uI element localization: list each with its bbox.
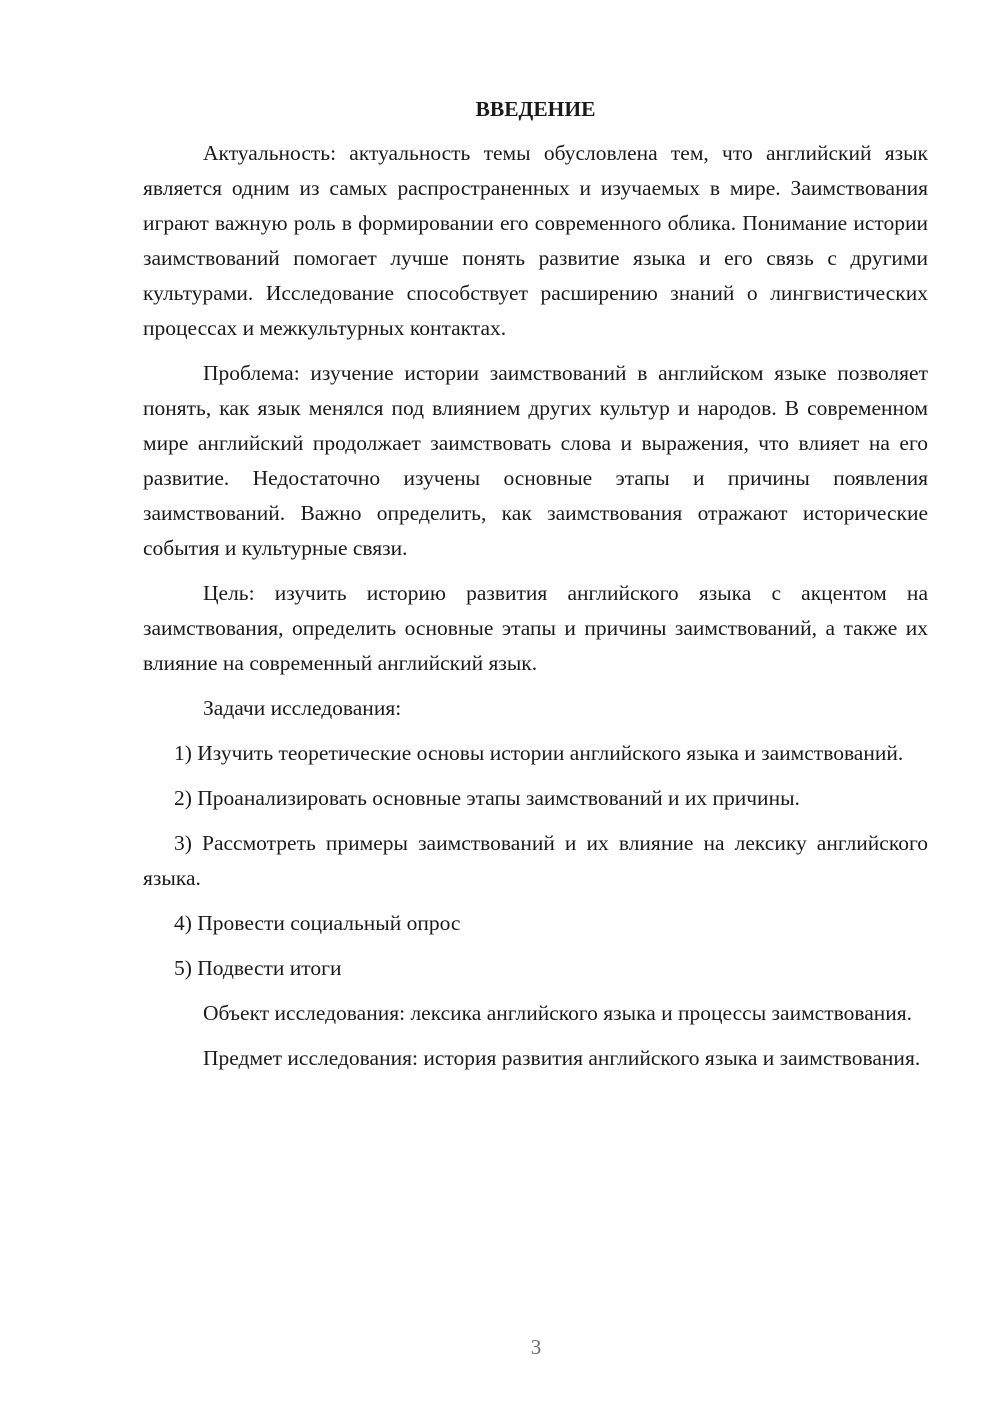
- section-title: ВВЕДЕНИЕ: [475, 97, 596, 121]
- subject-paragraph: Предмет исследования: история развития английского языка и заимствования.: [203, 1046, 921, 1070]
- task-item-3: 3) Рассмотреть примеры заимствований и их влияние на лексику английского языка.: [143, 831, 928, 890]
- tasks-heading: Задачи исследования:: [203, 696, 402, 720]
- task-item-5: 5) Подвести итоги: [174, 956, 342, 980]
- object-paragraph: Объект исследования: лексика английского языка и процессы заимствования.: [203, 1001, 913, 1025]
- relevance-paragraph: Актуальность: актуальность темы обусловлена тем, что английский язык является одним из самых распространенных и изучаемых в мире. Заимствования играют важную роль в формировании его современного облика. Понимание истории заимствований помогает лучше понять развитие языка и его связь с другими культурами. Исследование способствует расширению знаний о лингвистических процессах и межкультурных контактах.: [143, 141, 928, 340]
- problem-paragraph: Проблема: изучение истории заимствований в английском языке позволяет понять, как язык менялся под влиянием других культур и народов. В современном мире английский продолжает заимствовать слова и выражения, что влияет на его развитие. Недостаточно изучены основные этапы и причины появления заимствований. Важно определить, как заимствования отражают исторические события и культурные связи.: [143, 361, 928, 560]
- task-item-1: 1) Изучить теоретические основы истории английского языка и заимствований.: [174, 741, 904, 765]
- page-content: [143, 92, 928, 1086]
- page-number: 3: [530, 1335, 542, 1359]
- goal-paragraph: Цель: изучить историю развития английского языка с акцентом на заимствования, определить основные этапы и причины заимствований, а также их влияние на современный английский язык.: [143, 581, 928, 675]
- task-item-4: 4) Провести социальный опрос: [174, 911, 461, 935]
- task-item-2: 2) Проанализировать основные этапы заимствований и их причины.: [174, 786, 800, 810]
